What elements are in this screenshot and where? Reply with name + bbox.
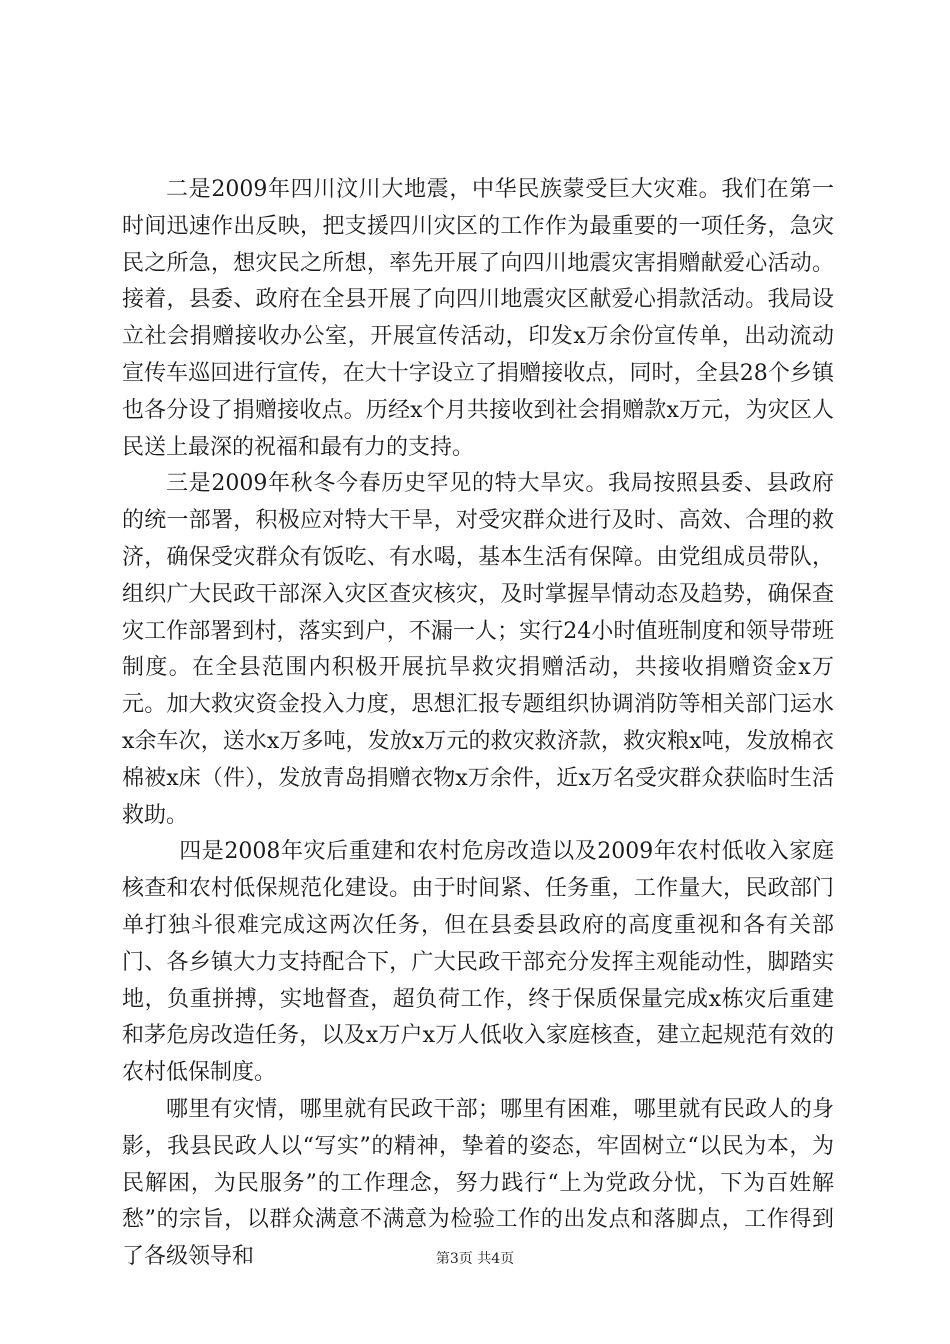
- paragraph-drought-relief: 三是2009年秋冬今春历史罕见的特大旱灾。我局按照县委、县政府的统一部署，积极应对特大干旱，对受灾群众进行及时、高效、合理的救济，确保受灾群众有饭吃、有水喝，基本生活有保障。由党组成员带队，组织广大民政干部深入灾区查灾核灾，及时掌握旱情动态及趋势，确保查灾工作部署到村，落实到户，不漏一人；实行24小时值班制度和领导带班制度。在全县范围内积极开展抗旱救灾捐赠活动，共接收捐赠资金x万元。加大救灾资金投入力度，思想汇报专题组织协调消防等相关部门运水x余车次，送水x万多吨，发放x万元的救灾救济款，救灾粮x吨，发放棉衣棉被x床（件），发放青岛捐赠衣物x万余件，近x万名受灾群众获临时生活救助。: [122, 471, 834, 828]
- document-body: [122, 172, 834, 1276]
- paragraph-reconstruction: 四是2008年灾后重建和农村危房改造以及2009年农村低收入家庭核查和农村低保规范化建设。由于时间紧、任务重，工作量大，民政部门单打独斗很难完成这两次任务，但在县委县政府的高度重视和各有关部门、各乡镇大力支持配合下，广大民政干部充分发挥主观能动性，脚踏实地，负重拼搏，实地督查，超负荷工作，终于保质保量完成x栋灾后重建和茅危房改造任务，以及x万户x万人低收入家庭核查，建立起规范有效的农村低保制度。: [122, 839, 834, 1086]
- paragraph-earthquake-relief: 二是2009年四川汶川大地震，中华民族蒙受巨大灾难。我们在第一时间迅速作出反映，把支援四川灾区的工作作为最重要的一项任务，急灾民之所急，想灾民之所想，率先开展了向四川地震灾害捐赠献爱心活动。接着，县委、政府在全县开展了向四川地震灾区献爱心捐款活动。我局设立社会捐赠接收办公室，开展宣传活动，印发x万余份宣传单，出动流动宣传车巡回进行宣传，在大十字设立了捐赠接收点，同时，全县28个乡镇也各分设了捐赠接收点。历经x个月共接收到社会捐赠款x万元，为灾区人民送上最深的祝福和最有力的支持。: [122, 177, 834, 460]
- paragraph-summary: 哪里有灾情，哪里就有民政干部；哪里有困难，哪里就有民政人的身影，我县民政人以“写实”的精神，挚着的姿态，牢固树立“以民为本，为民解困，为民服务”的工作理念，努力践行“上为党政分忧，下为百姓解愁”的宗旨，以群众满意不满意为检验工作的出发点和落脚点，工作得到了各级领导和: [122, 1096, 834, 1270]
- page-number-footer: 第3页 共4页: [435, 1251, 515, 1267]
